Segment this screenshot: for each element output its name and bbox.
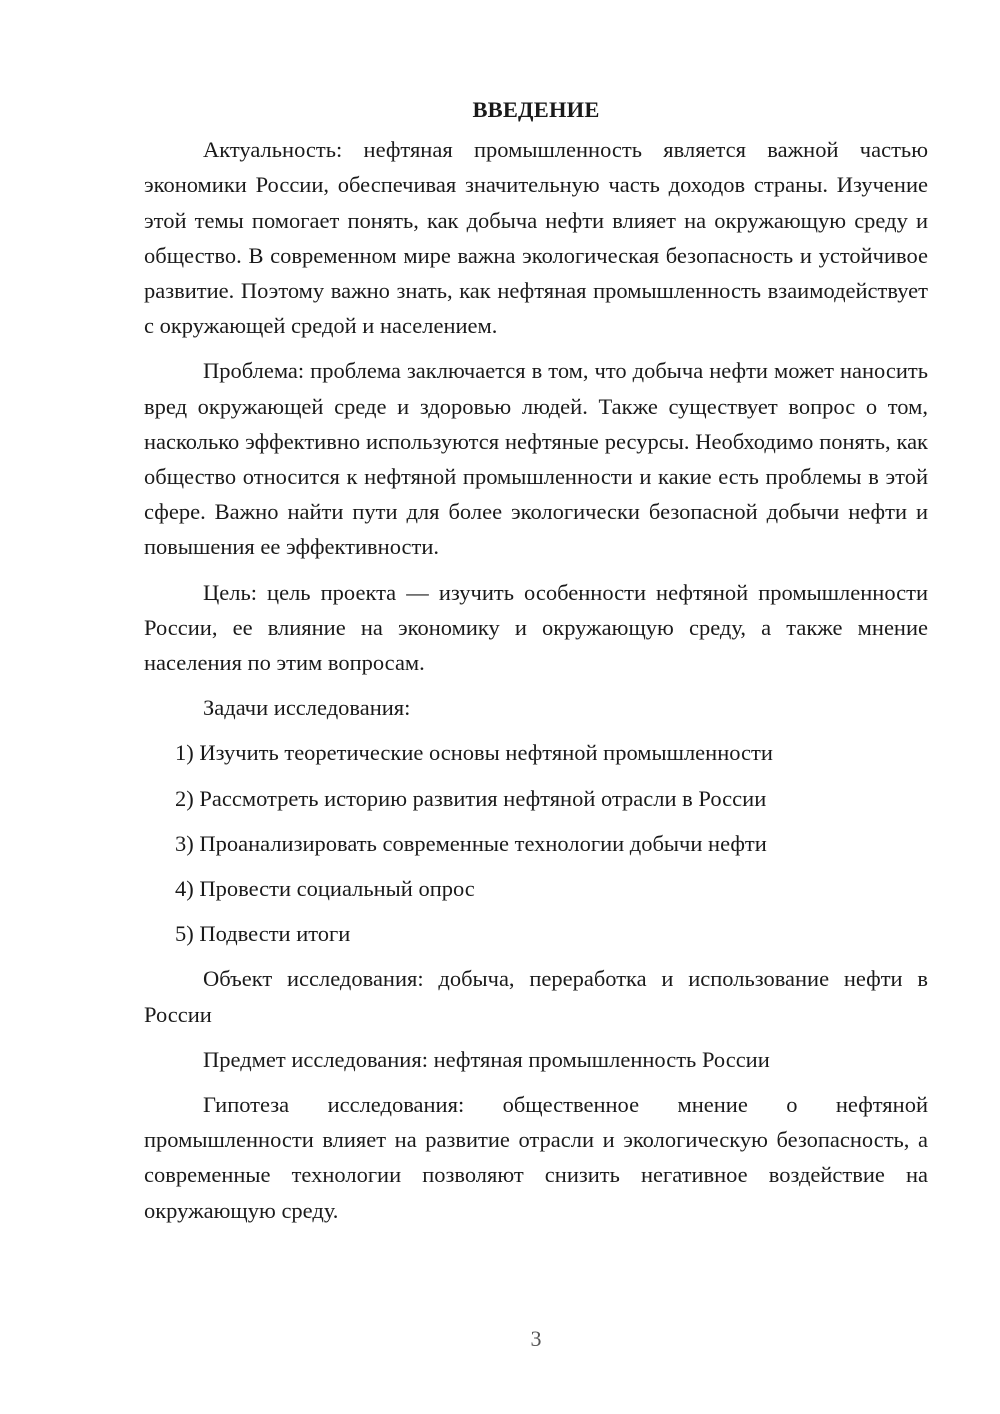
problem-paragraph: Проблема: проблема заключается в том, что добыча нефти может наносить вред окружающей среде и здоровью людей. Также существует вопрос о том, насколько эффективно используются нефтяные ресурсы. Необходимо понять, как общество относится к нефтяной промышленности и какие есть проблемы в этой сфере. Важно найти пути для более экологически безопасной добычи нефти и повышения ее эффективности. — [144, 358, 928, 560]
document-page — [144, 92, 928, 1238]
object-paragraph: Объект исследования: добыча, переработка и использование нефти в России — [144, 966, 928, 1027]
hypothesis-paragraph: Гипотеза исследования: общественное мнение о нефтяной промышленности влияет на развитие отрасли и экологическую безопасность, а современные технологии позволяют снизить негативное воздействие на окружающую среду. — [144, 1092, 928, 1223]
tasks-heading: Задачи исследования: — [203, 695, 411, 721]
task-item: 2) Рассмотреть историю развития нефтяной отрасли в России — [175, 785, 767, 811]
tasks-list — [144, 735, 928, 951]
goal-paragraph: Цель: цель проекта — изучить особенности нефтяной промышленности России, ее влияние на экономику и окружающую среду, а также мнение населения по этим вопросам. — [144, 579, 928, 676]
task-item: 4) Провести социальный опрос — [175, 876, 475, 902]
page-number: 3 — [530, 1326, 542, 1351]
task-item: 5) Подвести итоги — [175, 921, 351, 947]
task-item: 1) Изучить теоретические основы нефтяной промышленности — [175, 740, 773, 766]
page-title: ВВЕДЕНИЕ — [472, 97, 600, 122]
task-item: 3) Проанализировать современные технологии добычи нефти — [175, 830, 767, 856]
subject-paragraph: Предмет исследования: нефтяная промышленность России — [203, 1046, 770, 1072]
relevance-paragraph: Актуальность: нефтяная промышленность является важной частью экономики России, обеспечивая значительную часть доходов страны. Изучение этой темы помогает понять, как добыча нефти влияет на окружающую среду и общество. В современном мире важна экологическая безопасность и устойчивое развитие. Поэтому важно знать, как нефтяная промышленность взаимодействует с окружающей средой и населением. — [144, 137, 928, 339]
